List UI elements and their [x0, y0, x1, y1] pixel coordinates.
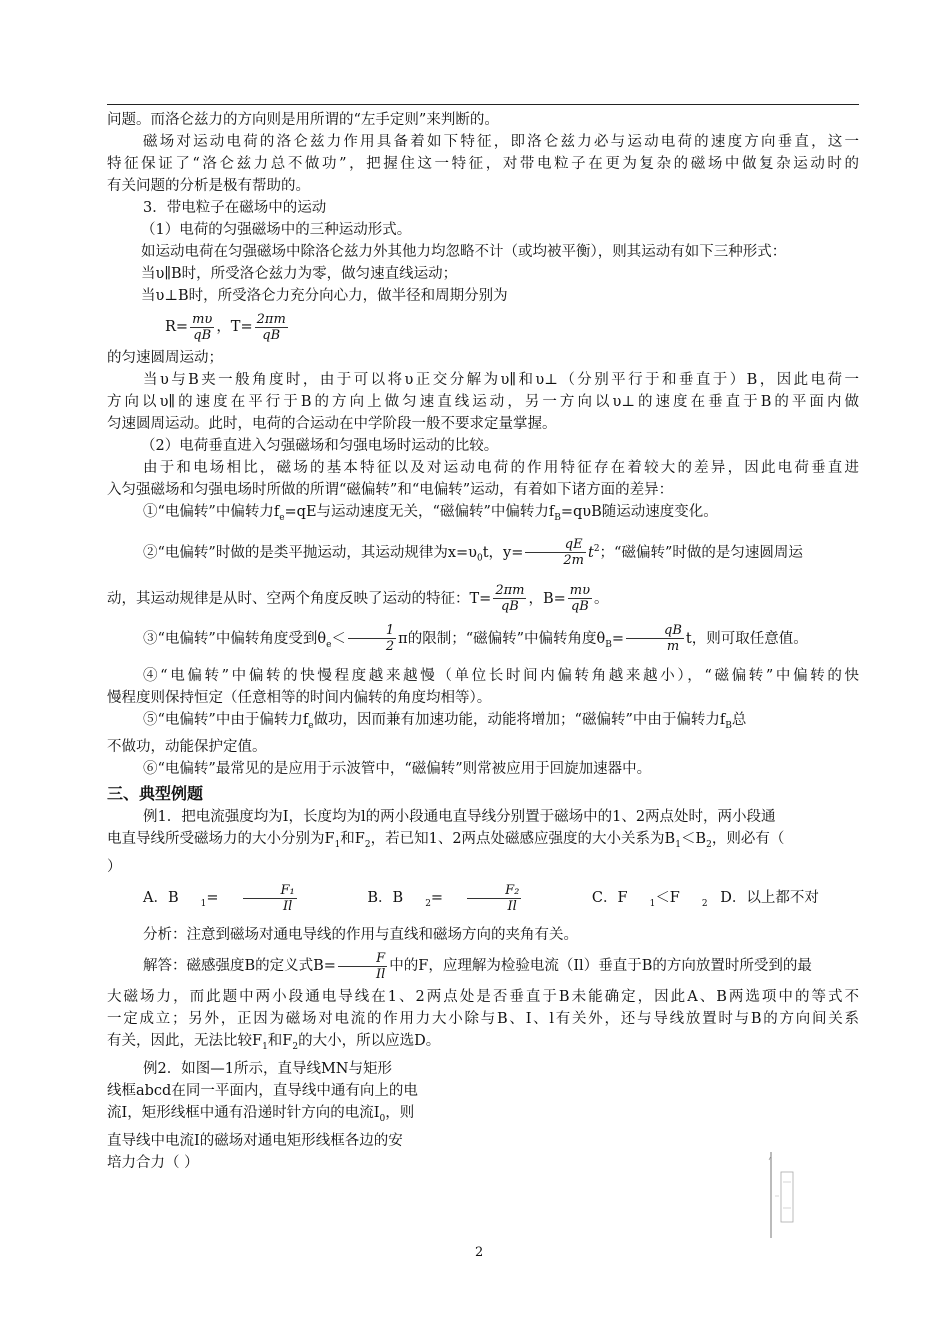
fraction: $\frac{F}{Il}$ [338, 951, 387, 982]
comparison-6: ⑥“电偏转”最常见的是应用于示波管中，“磁偏转”则常被应用于回旋加速器中。 [143, 761, 652, 778]
fraction: $\frac{\text{F₁}}{Il}$ [243, 883, 319, 914]
fraction: $\frac{2\pi m}{qB}$ [256, 311, 286, 343]
example-2-line: 例2．如图—1所示，直导线MN与矩形 [143, 1061, 392, 1078]
formula-text: R= [165, 319, 189, 335]
text-line: 磁场对运动电荷的洛仑兹力作用具备着如下特征，即洛仑兹力必与运动电荷的速度方向垂直，这一 [143, 134, 859, 150]
example-2-line: 培力合力（ ） [107, 1154, 199, 1171]
comparison-3: ③“电偏转”中偏转角度受到$\theta_e<$ $\frac{1}{2}$ π的限制；“磁偏转”中偏转角度$\theta_B=$ $\frac{qB}{m}$ t，则可取任意值。 [143, 623, 808, 655]
comparison-1: ①“电偏转”中偏转力$f_e=qE$与运动速度无关，“磁偏转”中偏转力$f_B=q\upsilon B$随运动速度变化。 [143, 504, 718, 523]
fraction: $\frac{m\upsilon}{qB}$ [569, 583, 591, 615]
option-c: C．F $_1$＜F $_2$ [591, 890, 708, 910]
section-heading: 三、典型例题 [107, 784, 204, 804]
example-1-answer-end: 有关，因此，无法比较$F_1$和$F_2$的大小，所以应选D。 [107, 1033, 441, 1053]
fraction: $\frac{2\pi m}{qB}$ [495, 583, 525, 615]
text-line: 如运动电荷在匀强磁场中除洛仑兹力外其他力均忽略不计（或均被平衡），则其运动有如下三种形式： [141, 244, 787, 260]
rectangular-frame [781, 1172, 793, 1222]
comparison-5-cont: 不做功，动能保护定值。 [107, 739, 267, 756]
example-2-line: 线框abcd在同一平面内，直导线中通有向上的电 [107, 1083, 418, 1100]
example-1-question-end: ） [107, 859, 122, 876]
example-1-question: 例1．把电流强度均为I，长度均为l的两小段通电直导线分别置于磁场中的1、2两点处时，两小段通 [143, 809, 776, 826]
text-line: 的匀速圆周运动； [107, 350, 223, 366]
figure-wire-and-frame [755, 1150, 815, 1240]
example-2-line: 流I，矩形线框中通有沿递时针方向的电流$I_0$，则 [107, 1105, 415, 1124]
subheading: 3．带电粒子在磁场中的运动 [143, 200, 327, 216]
option-d: D．以上都不对 [720, 890, 819, 907]
text-line: 由于和电场相比，磁场的基本特征以及对运动电荷的作用特征存在着较大的差异，因此电荷垂直进 [143, 460, 859, 476]
text-line: 当υ∥B时，所受洛仑兹力为零，做匀速直线运动； [141, 266, 458, 282]
example-1-answer-cont: 一定成立；另外，正因为磁场对电流的作用力大小除与B、I、l有关外，还与导线放置时与B的方向间关系 [107, 1011, 859, 1028]
example-2 [107, 1058, 467, 1174]
option-a: A．B $_1$= $\frac{\text{F₁}}{Il}$ [143, 890, 341, 906]
example-1-answer-cont: 大磁场力，而此题中两小段通电导线在1、2两点处是否垂直于B未能确定，因此A、B两选项中的等式不 [107, 989, 859, 1006]
formula-text: ，T= [216, 319, 253, 335]
example-1-answer: 解答：磁感强度B的定义式B= $\frac{F}{Il}$ 中的F，应理解为检验电流（Il）垂直于B的方向放置时所受到的最 [143, 950, 812, 982]
example-2-line: 直导线中电流I的磁场对通电矩形线框各边的安 [107, 1132, 403, 1149]
comparison-5: ⑤“电偏转”中由于偏转力$f_e$做功，因而兼有加速功能，动能将增加；“磁偏转”中由于偏转力$f_B$总 [143, 711, 747, 731]
header-rule [107, 104, 859, 105]
example-1-options [107, 878, 859, 924]
text-line: 问题。而洛仑兹力的方向则是用所谓的“左手定则”来判断的。 [107, 112, 499, 128]
fraction: $\frac{qE}{2m}$ [525, 537, 586, 568]
fraction: $\frac{qB}{m}$ [626, 623, 684, 654]
example-1-analysis: 分析：注意到磁场对通电导线的作用与直线和磁场方向的夹角有关。 [143, 927, 578, 944]
comparison-4: ④“电偏转”中偏转的快慢程度越来越慢（单位长时间内偏转角越来越小），“磁偏转”中偏转的快 [143, 667, 859, 684]
text-line: 匀速圆周运动。此时，电荷的合运动在中学阶段一般不要求定量掌握。 [107, 416, 557, 432]
subheading: （1）电荷的匀强磁场中的三种运动形式。 [141, 222, 412, 238]
example-1-question-cont: 电直导线所受磁场力的大小分别为$F_1$和$F_2$，若已知1、2两点处磁感应强度的大小关系为$B_1<B_2$，则必有（ [107, 831, 785, 851]
comparison-2-cont: 动，其运动规律是从时、空两个角度反映了运动的特征：T= $\frac{2\pi m}{qB}$ ，B= $\frac{m\upsilon}{qB}$ 。 [107, 583, 609, 615]
comparison-2: ②“电偏转”时做的是类平抛运动，其运动规律为$x=\upsilon_0t$，y= $\frac{qE}{2m}$ $t^2$；“磁偏转”时做的是匀速圆周运 [143, 537, 803, 569]
subheading: （2）电荷垂直进入匀强磁场和匀强电场时运动的比较。 [141, 438, 499, 454]
fraction: $\frac{1}{2}$ [348, 623, 396, 654]
text-line: 当υ与B夹一般角度时，由于可以将υ正交分解为υ∥和υ⊥（分别平行于和垂直于）B，因此电荷一 [143, 372, 859, 388]
page-number: 2 [475, 1245, 484, 1260]
fraction: $\frac{\text{F₂}}{Il}$ [467, 883, 543, 914]
comparison-4-cont: 慢程度则保持恒定（任意相等的时间内偏转的角度均相等）。 [107, 689, 492, 706]
option-b: B．B $_2$= $\frac{\text{F₂}}{Il}$ [367, 890, 565, 906]
fraction: $\frac{m\upsilon}{qB}$ [192, 311, 213, 343]
text-line: 特征保证了“洛仑兹力总不做功”，把握住这一特征，对带电粒子在更为复杂的磁场中做复杂运动时的 [107, 156, 859, 172]
text-line: 当υ⊥B时，所受洛仑力充分向心力，做半径和周期分别为 [141, 288, 508, 304]
text-line: 方向以υ∥的速度在平行于B的方向上做匀速直线运动，另一方向以υ⊥的速度在垂直于B的平面内做 [107, 394, 859, 410]
document-page [107, 104, 859, 1174]
text-line: 有关问题的分析是极有帮助的。 [107, 178, 310, 194]
text-line: 入匀强磁场和匀强电场时所做的所谓“磁偏转”和“电偏转”运动，有着如下诸方面的差异： [107, 482, 674, 498]
formula-radius-period [107, 307, 859, 347]
